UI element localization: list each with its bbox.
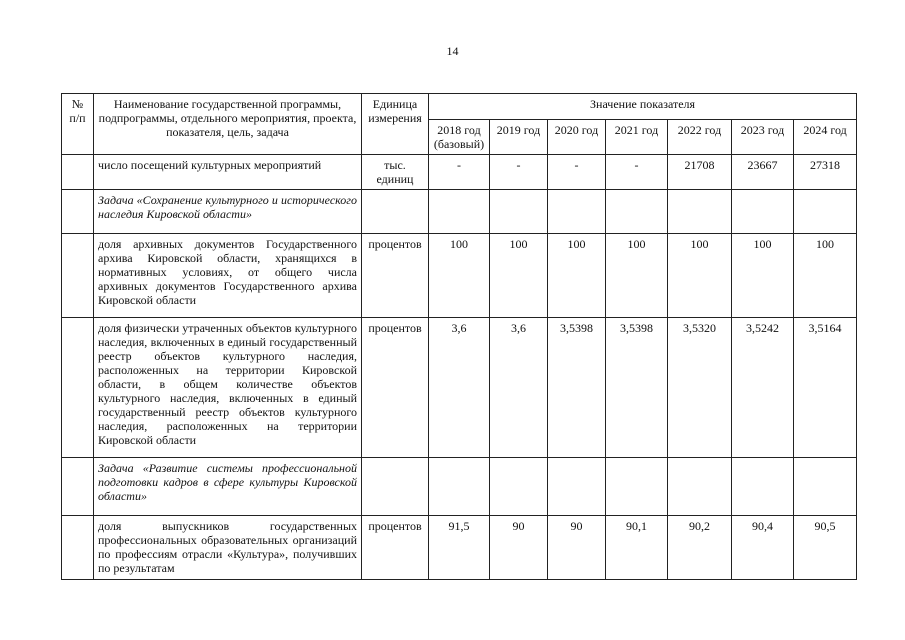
value-cell: 3,6 <box>490 318 548 458</box>
empty-cell <box>732 190 794 234</box>
empty-cell <box>794 190 857 234</box>
empty-cell <box>606 190 668 234</box>
value-cell: 3,6 <box>429 318 490 458</box>
column-header-unit: Единица измерения <box>362 94 429 155</box>
page-number: 14 <box>446 44 459 58</box>
empty-cell <box>794 458 857 516</box>
column-header-name: Наименование государственной программы, подпрограммы, отдельного мероприятия, проекта, показателя, цель, задача <box>94 94 362 155</box>
value-cell: 100 <box>429 234 490 318</box>
value-cell: - <box>606 155 668 190</box>
table-row <box>62 458 857 516</box>
value-cell: 3,5242 <box>732 318 794 458</box>
table-row <box>62 155 857 190</box>
value-cell: 100 <box>606 234 668 318</box>
column-header-year: 2020 год <box>548 120 606 155</box>
unit-cell: процентов <box>362 516 429 580</box>
indicator-name: доля физически утраченных объектов культурного наследия, включенных в единый государственный реестр объектов культурного наследия, расположенных на территории Кировской области, в общем количестве объектов культурного наследия, включенных в единый государственный реестр объектов культурного наследия, расположенных на территории Кировской области <box>94 318 362 458</box>
value-cell: 90 <box>548 516 606 580</box>
table-row <box>62 234 857 318</box>
column-header-year: 2022 год <box>668 120 732 155</box>
column-header-number: № п/п <box>62 94 94 155</box>
row-number-cell <box>62 234 94 318</box>
column-header-value-group: Значение показателя <box>429 94 857 120</box>
empty-cell <box>490 458 548 516</box>
column-header-year: 2021 год <box>606 120 668 155</box>
value-cell: 91,5 <box>429 516 490 580</box>
column-header-year: 2019 год <box>490 120 548 155</box>
indicator-name: число посещений культурных мероприятий <box>94 155 362 190</box>
value-cell: 23667 <box>732 155 794 190</box>
indicators-table <box>61 93 857 580</box>
column-header-year: 2018 год (базовый) <box>429 120 490 155</box>
value-cell: 100 <box>668 234 732 318</box>
value-cell: 90,5 <box>794 516 857 580</box>
empty-cell <box>732 458 794 516</box>
unit-cell: тыс. единиц <box>362 155 429 190</box>
row-number-cell <box>62 155 94 190</box>
unit-cell: процентов <box>362 318 429 458</box>
task-name: Задача «Развитие системы профессиональной подготовки кадров в сфере культуры Кировской области» <box>94 458 362 516</box>
row-number-cell <box>62 318 94 458</box>
row-number-cell <box>62 458 94 516</box>
empty-cell <box>362 458 429 516</box>
value-cell: - <box>490 155 548 190</box>
empty-cell <box>429 458 490 516</box>
value-cell: 100 <box>490 234 548 318</box>
value-cell: 3,5320 <box>668 318 732 458</box>
value-cell: - <box>429 155 490 190</box>
empty-cell <box>548 458 606 516</box>
value-cell: 3,5398 <box>548 318 606 458</box>
empty-cell <box>429 190 490 234</box>
value-cell: 27318 <box>794 155 857 190</box>
table-row <box>62 516 857 580</box>
empty-cell <box>606 458 668 516</box>
indicator-name: доля архивных документов Государственного архива Кировской области, хранящихся в нормативных условиях, от общего числа архивных документов Государственного архива Кировской области <box>94 234 362 318</box>
empty-cell <box>362 190 429 234</box>
value-cell: 90,2 <box>668 516 732 580</box>
value-cell: 3,5164 <box>794 318 857 458</box>
value-cell: 100 <box>732 234 794 318</box>
value-cell: 21708 <box>668 155 732 190</box>
table-row <box>62 190 857 234</box>
row-number-cell <box>62 190 94 234</box>
column-header-year: 2024 год <box>794 120 857 155</box>
empty-cell <box>668 190 732 234</box>
empty-cell <box>668 458 732 516</box>
unit-cell: процентов <box>362 234 429 318</box>
value-cell: 100 <box>548 234 606 318</box>
row-number-cell <box>62 516 94 580</box>
empty-cell <box>548 190 606 234</box>
indicator-name: доля выпускников государственных профессиональных образовательных организаций по профессиям отрасли «Культура», получивших по результатам <box>94 516 362 580</box>
value-cell: 3,5398 <box>606 318 668 458</box>
table-row <box>62 318 857 458</box>
value-cell: 90 <box>490 516 548 580</box>
header-row <box>62 94 857 120</box>
column-header-year: 2023 год <box>732 120 794 155</box>
value-cell: 100 <box>794 234 857 318</box>
task-name: Задача «Сохранение культурного и исторического наследия Кировской области» <box>94 190 362 234</box>
value-cell: - <box>548 155 606 190</box>
value-cell: 90,4 <box>732 516 794 580</box>
empty-cell <box>490 190 548 234</box>
value-cell: 90,1 <box>606 516 668 580</box>
